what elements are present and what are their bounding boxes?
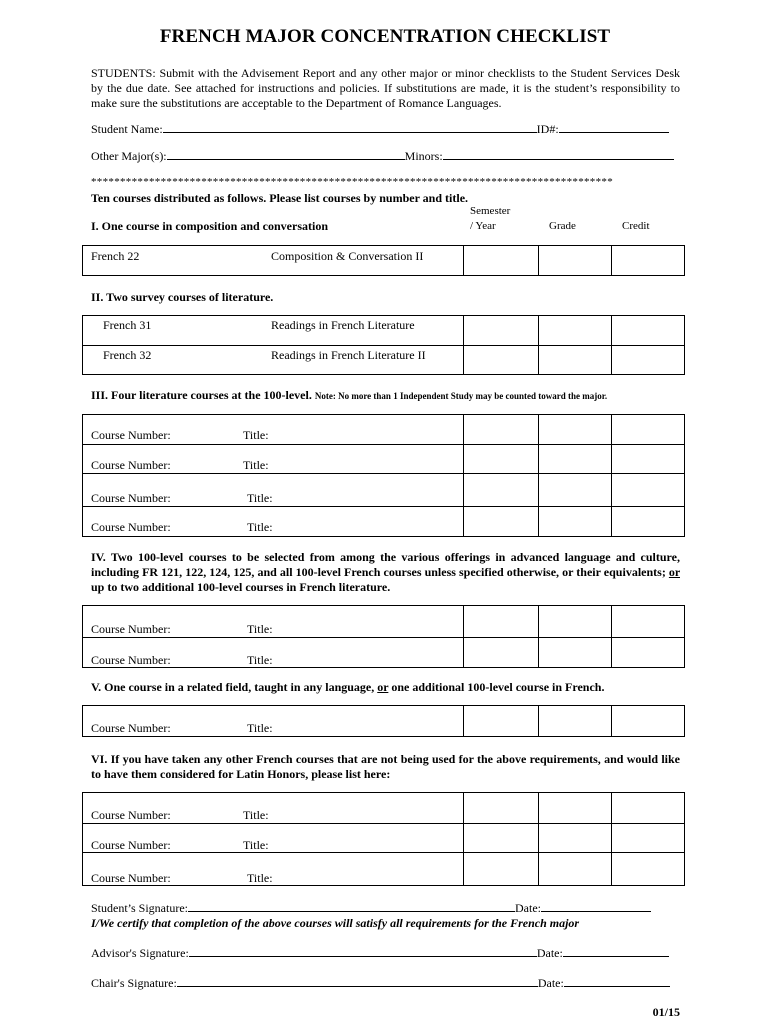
course-number: French 22 [91,249,140,263]
advisor-date-field[interactable] [563,945,669,957]
section-5-text-a: V. One course in a related field, taught in any language, [91,680,378,694]
advisor-signature-row [91,945,669,960]
credit-header: Credit [622,220,650,232]
course-number-label: Course Number: [91,428,171,442]
course-number-label: Course Number: [91,871,171,885]
section-6-table [82,792,685,886]
student-name-label: Student Name: [91,122,163,136]
section-4-or: or [668,565,680,579]
course-number: French 31 [103,318,152,332]
minors-field[interactable] [443,148,674,160]
course-number: French 32 [103,348,152,362]
section-3-title: III. Four literature courses at the 100-level. [91,388,312,402]
id-field[interactable] [559,121,669,133]
section-3-heading [91,388,607,402]
grade-header: Grade [549,220,576,232]
section-3-note: : No more than 1 Independent Study may be counted toward the major. [332,391,608,401]
semester-header: Semester [470,205,511,217]
revision-date: 01/15 [652,1005,680,1019]
student-date-label: Date: [515,901,541,915]
chair-date-field[interactable] [564,975,670,987]
section-5-text-b: one additional 100-level course in French. [388,680,605,694]
chair-signature-label: Chair's Signature: [91,976,177,990]
section-4-text-a: IV. Two 100-level courses to be selected from among the various offerings in advanced language and culture, including FR 121, 122, 124, 125, and all 100-level French courses unless specified otherwise, or their equivalents; [91,550,680,579]
majors-minors-row [91,148,674,163]
section-6-heading: VI. If you have taken any other French courses that are not being used for the above requirements, and would like to have them considered for Latin Honors, please list here: [91,752,680,781]
section-1-table [82,245,685,276]
section-2-heading: II. Two survey courses of literature. [91,290,274,304]
student-signature-field[interactable] [188,900,515,912]
title-label: Title: [247,622,273,636]
title-label: Title: [247,520,273,534]
minors-label: Minors: [404,149,443,163]
course-title: Composition & Conversation II [271,249,424,263]
certify-statement: I/We certify that completion of the above courses will satisfy all requirements for the French major [91,916,580,930]
title-label: Title: [247,491,273,505]
course-number-label: Course Number: [91,838,171,852]
year-header: / Year [470,220,496,232]
title-label: Title: [243,458,269,472]
chair-date-label: Date: [537,976,564,990]
table-row [83,852,684,885]
chair-signature-field[interactable] [177,975,538,987]
section-1-heading: I. One course in composition and conversation [91,219,329,233]
course-title: Readings in French Literature [271,318,415,332]
title-label: Title: [247,653,273,667]
advisor-date-label: Date: [536,946,563,960]
separator-line: ****************************************************************************************** [91,176,613,188]
section-4-table [82,605,685,668]
course-number-label: Course Number: [91,491,171,505]
title-label: Title: [243,428,269,442]
table-row [83,345,684,374]
table-row [83,246,684,275]
course-number-label: Course Number: [91,622,171,636]
course-title: Readings in French Literature II [271,348,426,362]
page-title: FRENCH MAJOR CONCENTRATION CHECKLIST [159,26,611,47]
student-name-row [91,121,669,136]
section-4-text-b: up to two additional 100-level courses in French literature. [91,580,391,594]
course-number-label: Course Number: [91,721,171,735]
other-majors-field[interactable] [167,148,405,160]
table-row [83,637,684,667]
section-5-table [82,705,685,737]
student-name-field[interactable] [163,121,537,133]
title-label: Title: [243,838,269,852]
section-3-note-label: Note [314,391,333,401]
section-5-or: or [377,680,389,694]
student-date-field[interactable] [541,900,651,912]
table-row [83,473,684,506]
course-number-label: Course Number: [91,653,171,667]
table-row [83,506,684,536]
section-3-table [82,414,685,537]
title-label: Title: [247,721,273,735]
course-number-label: Course Number: [91,520,171,534]
id-label: ID#: [536,122,559,136]
table-row [83,793,684,823]
student-signature-row [91,900,651,915]
table-row [83,444,684,473]
table-row [83,823,684,852]
advisor-signature-field[interactable] [189,945,537,957]
table-row [83,706,684,736]
title-label: Title: [247,871,273,885]
table-row [83,415,684,444]
chair-signature-row [91,975,670,990]
table-row [83,606,684,637]
title-label: Title: [243,808,269,822]
table-row [83,316,684,345]
section-4-heading [91,550,680,595]
course-number-label: Course Number: [91,458,171,472]
overview-text: Ten courses distributed as follows. Please list courses by number and title. [91,191,469,205]
other-majors-label: Other Major(s): [91,149,167,163]
section-2-table [82,315,685,375]
instructions-paragraph: STUDENTS: Submit with the Advisement Report and any other major or minor checklists to the Student Services Desk by the due date. See attached for instructions and policies. If substitutions are made, it is the student’s responsibility to make sure the substitutions are acceptable to the Department of Romance Languages. [91,66,680,110]
section-5-heading [91,680,604,694]
student-signature-label: Student’s Signature: [91,901,188,915]
advisor-signature-label: Advisor's Signature: [91,946,189,960]
course-number-label: Course Number: [91,808,171,822]
